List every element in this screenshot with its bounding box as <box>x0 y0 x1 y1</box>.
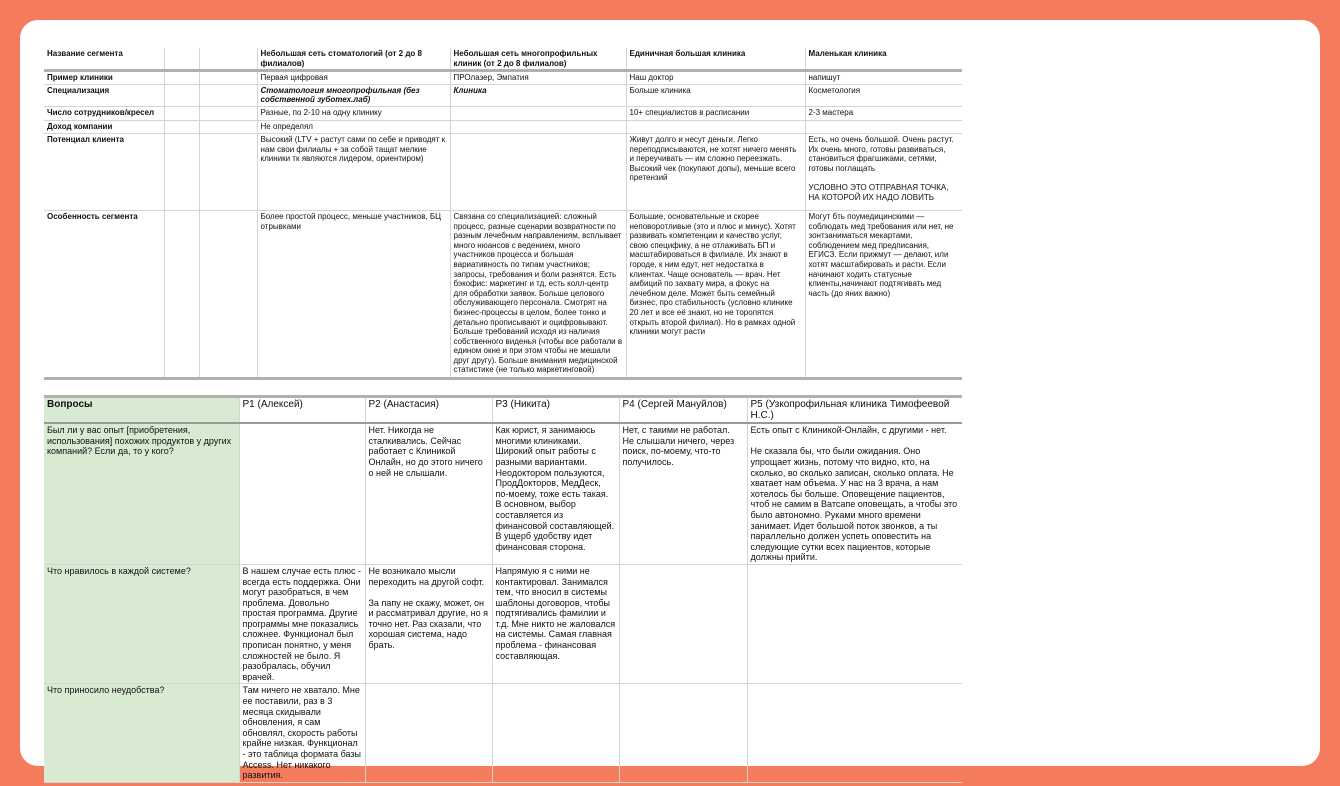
segment-cell <box>450 133 626 210</box>
respondent-header: P2 (Анастасия) <box>365 397 492 424</box>
answer-cell <box>239 423 365 564</box>
question-row <box>44 564 962 684</box>
segment-cell: Живут долго и несут деньги. Легко переподписываются, не хотят ничего менять и переучивать — им сложно переезжать. Высокий чек (покупают допы), меньше всего претензий <box>626 133 805 210</box>
content-card <box>20 20 1320 781</box>
segment-row-label: Пример клиники <box>44 71 164 85</box>
answer-cell <box>492 684 619 782</box>
respondent-header: P1 (Алексей) <box>239 397 365 424</box>
answer-cell <box>747 564 962 684</box>
segment-cell: ПРОлазер, Эмпатия <box>450 71 626 85</box>
questions-header: Вопросы <box>44 397 239 424</box>
segment-column-header: Небольшая сеть стоматологий (от 2 до 8 филиалов) <box>257 48 450 71</box>
segment-cell: Большие, основательные и скорее неповоротливые (это и плюс и минус). Хотят развивать компетенции и качество услуг, свою специфику, а не отлаживать БП и масштабироваться в филиале. Их знают в городе, к ним едут, нет недостатка в клиентах. Чаще основатель — врач. Нет амбиций по захвату мира, а фокус на лечебном деле. Может быть семейный бизнес, про стабильность (условно клинике 20 лет и все её знают, но не торопятся открыть второй филиал). Но в рамках одной клиники могут расти <box>626 210 805 378</box>
segment-cell: Разные, по 2-10 на одну клинику <box>257 106 450 120</box>
answer-cell: Там ничего не хватало. Мне ее поставили, раз в 3 месяца скидывали обновления, я сам обновлял, скорость работы крайне низкая. Функционал - это таблица формата базы Access. Нет никакого развития. <box>239 684 365 782</box>
question-row <box>44 423 962 564</box>
respondent-header: P3 (Никита) <box>492 397 619 424</box>
segment-cell: Больше клиника <box>626 84 805 106</box>
segment-cell: Клиника <box>450 84 626 106</box>
segment-cell: Связана со специализацией: сложный процесс, разные сценарии возвратности по разным лечебным направлениям, всплывает много нюансов с ведением, много участников процесса и большая вариативность по типам участников; запросы, требования и боли разнятся. Есть бэкофис: маркетинг и тд, есть колл-центр для обработки заявок. Больше целового обслуживающего персонала. Смотрят на бизнес-процессы в целом, более тонко и детально прописывают и оцифровывают. Больше требований исходя из наличия собственного виденья (чтобы все работали в едином окне и при этом чтобы не мешали друг другу). Больше внимания медицинской статистике (не только маркетинговой) <box>450 210 626 378</box>
answer-cell <box>619 684 747 782</box>
answer-cell: Как юрист, я занимаюсь многими клиниками. Широкий опыт работы с разными вариантами. Неодоктором пользуются, ПродДокторов, МедДеск, по-моему, тоже есть такая. В основном, выбор составляется из финансовой составляющей. В ущерб удобству идет финансовая сторона. <box>492 423 619 564</box>
question-label: Был ли у вас опыт [приобретения, использования] похожих продуктов у других компаний? Если да, то у кого? <box>44 423 239 564</box>
segment-row-label: Доход компании <box>44 120 164 133</box>
segment-row <box>44 84 962 106</box>
respondent-header: P5 (Узкопрофильная клиника Тимофеевой Н.С.) <box>747 397 962 424</box>
segment-cell: 10+ специалистов в расписании <box>626 106 805 120</box>
questions-table <box>44 395 962 783</box>
segment-name-header: Название сегмента <box>44 48 164 71</box>
answer-cell: Напрямую я с ними не контактировал. Занимался тем, что вносил в системы шаблоны договоров, чтобы подтягивались фамилии и т.д. Мне никто не жаловался на системы. Самая главная проблема - финансовая составляющая. <box>492 564 619 684</box>
answer-cell <box>747 684 962 782</box>
segment-cell: Наш доктор <box>626 71 805 85</box>
segment-row-label: Число сотрудников/кресел <box>44 106 164 120</box>
segment-cell: Косметология <box>805 84 962 106</box>
segment-row <box>44 106 962 120</box>
segment-row-label: Специализация <box>44 84 164 106</box>
segment-cell: 2-3 мастера <box>805 106 962 120</box>
segment-cell: Не определял <box>257 120 450 133</box>
segment-cell: Более простой процесс, меньше участников, БЦ отрывками <box>257 210 450 378</box>
answer-cell <box>365 684 492 782</box>
segment-cell <box>805 120 962 133</box>
segment-row <box>44 133 962 210</box>
segment-cell: Могут бть поумедицинскими — соблюдать мед требования или нет, не зонтзаниматься мекартами, соблюдением мед предписания, ЕГИСЗ. Если прижмут — делают, или хотят масштабировать и расти. Если начинают ходить статусные клиенты,начинают подтягивать мед часть (до яних важно) <box>805 210 962 378</box>
segment-row <box>44 210 962 378</box>
question-label: Что нравилось в каждой системе? <box>44 564 239 684</box>
segments-header-row <box>44 48 962 71</box>
question-row <box>44 684 962 782</box>
segment-cell <box>450 106 626 120</box>
segment-column-header: Единичная большая клиника <box>626 48 805 71</box>
segment-row <box>44 120 962 133</box>
segments-table <box>44 48 962 380</box>
segment-cell: Стоматология многопрофильная (без собственной зуботех.лаб) <box>257 84 450 106</box>
questions-header-row <box>44 397 962 424</box>
answer-cell: Нет. Никогда не сталкивались. Сейчас работает с Клиникой Онлайн, но до этого ничего о ней не слышали. <box>365 423 492 564</box>
segment-cell: Есть, но очень большой. Очень растут. Их очень много, готовы развиваться, становиться фрагшиками, сетями, готовы поглащать УСЛОВНО ЭТО ОТПРАВНАЯ ТОЧКА, НА КОТОРОЙ ИХ НАДО ЛОВИТЬ <box>805 133 962 210</box>
segment-column-header: Маленькая клиника <box>805 48 962 71</box>
answer-cell: Нет, с такими не работал. Не слышали ничего, через поиск, по-моему, что-то получилось. <box>619 423 747 564</box>
segment-row <box>44 71 962 85</box>
segment-row-label: Особенность сегмента <box>44 210 164 378</box>
answer-cell: В нашем случае есть плюс - всегда есть поддержка. Они могут разобраться, в чем проблема. Довольно простая программа. Другие программы мне показались сложнее. Функционал был прописан понятно, у меня сложностей не было. Я разобралась, обучил врачей. <box>239 564 365 684</box>
segment-cell: Высокий (LTV + растут сами по себе и приводят к нам свои филиалы + за собой тащат мелкие клиники тк являются лидером, ориентиром) <box>257 133 450 210</box>
answer-cell: Не возникало мысли переходить на другой софт. За папу не скажу, может, он и рассматривал другие, но я точно нет. Раз сказали, что хорошая система, надо брать. <box>365 564 492 684</box>
answer-cell: Есть опыт с Клиникой-Онлайн, с другими - нет. Не сказала бы, что были ожидания. Оно упрощает жизнь, потому что видно, кто, на сколько, во сколько записан, сколько оплата. Не хватает нам объема. У нас на 3 врача, а нам хотелось бы больше. Оповещение пациентов, чтоб не самим в Ватсапе оповещать, а чтобы это было автономно. Руками много времени занимает. Идет большой поток звонков, а ты параллельно должен успеть оповестить на следующие сутки всех пациентов, которые должны прийти. <box>747 423 962 564</box>
segment-cell <box>450 120 626 133</box>
segment-cell: напишут <box>805 71 962 85</box>
segment-column-header: Небольшая сеть многопрофильных клиник (от 2 до 8 филиалов) <box>450 48 626 71</box>
segment-cell: Первая цифровая <box>257 71 450 85</box>
respondent-header: P4 (Сергей Мануйлов) <box>619 397 747 424</box>
segment-row-label: Потенциал клиента <box>44 133 164 210</box>
answer-cell <box>619 564 747 684</box>
segment-cell <box>626 120 805 133</box>
question-label: Что приносило неудобства? <box>44 684 239 782</box>
